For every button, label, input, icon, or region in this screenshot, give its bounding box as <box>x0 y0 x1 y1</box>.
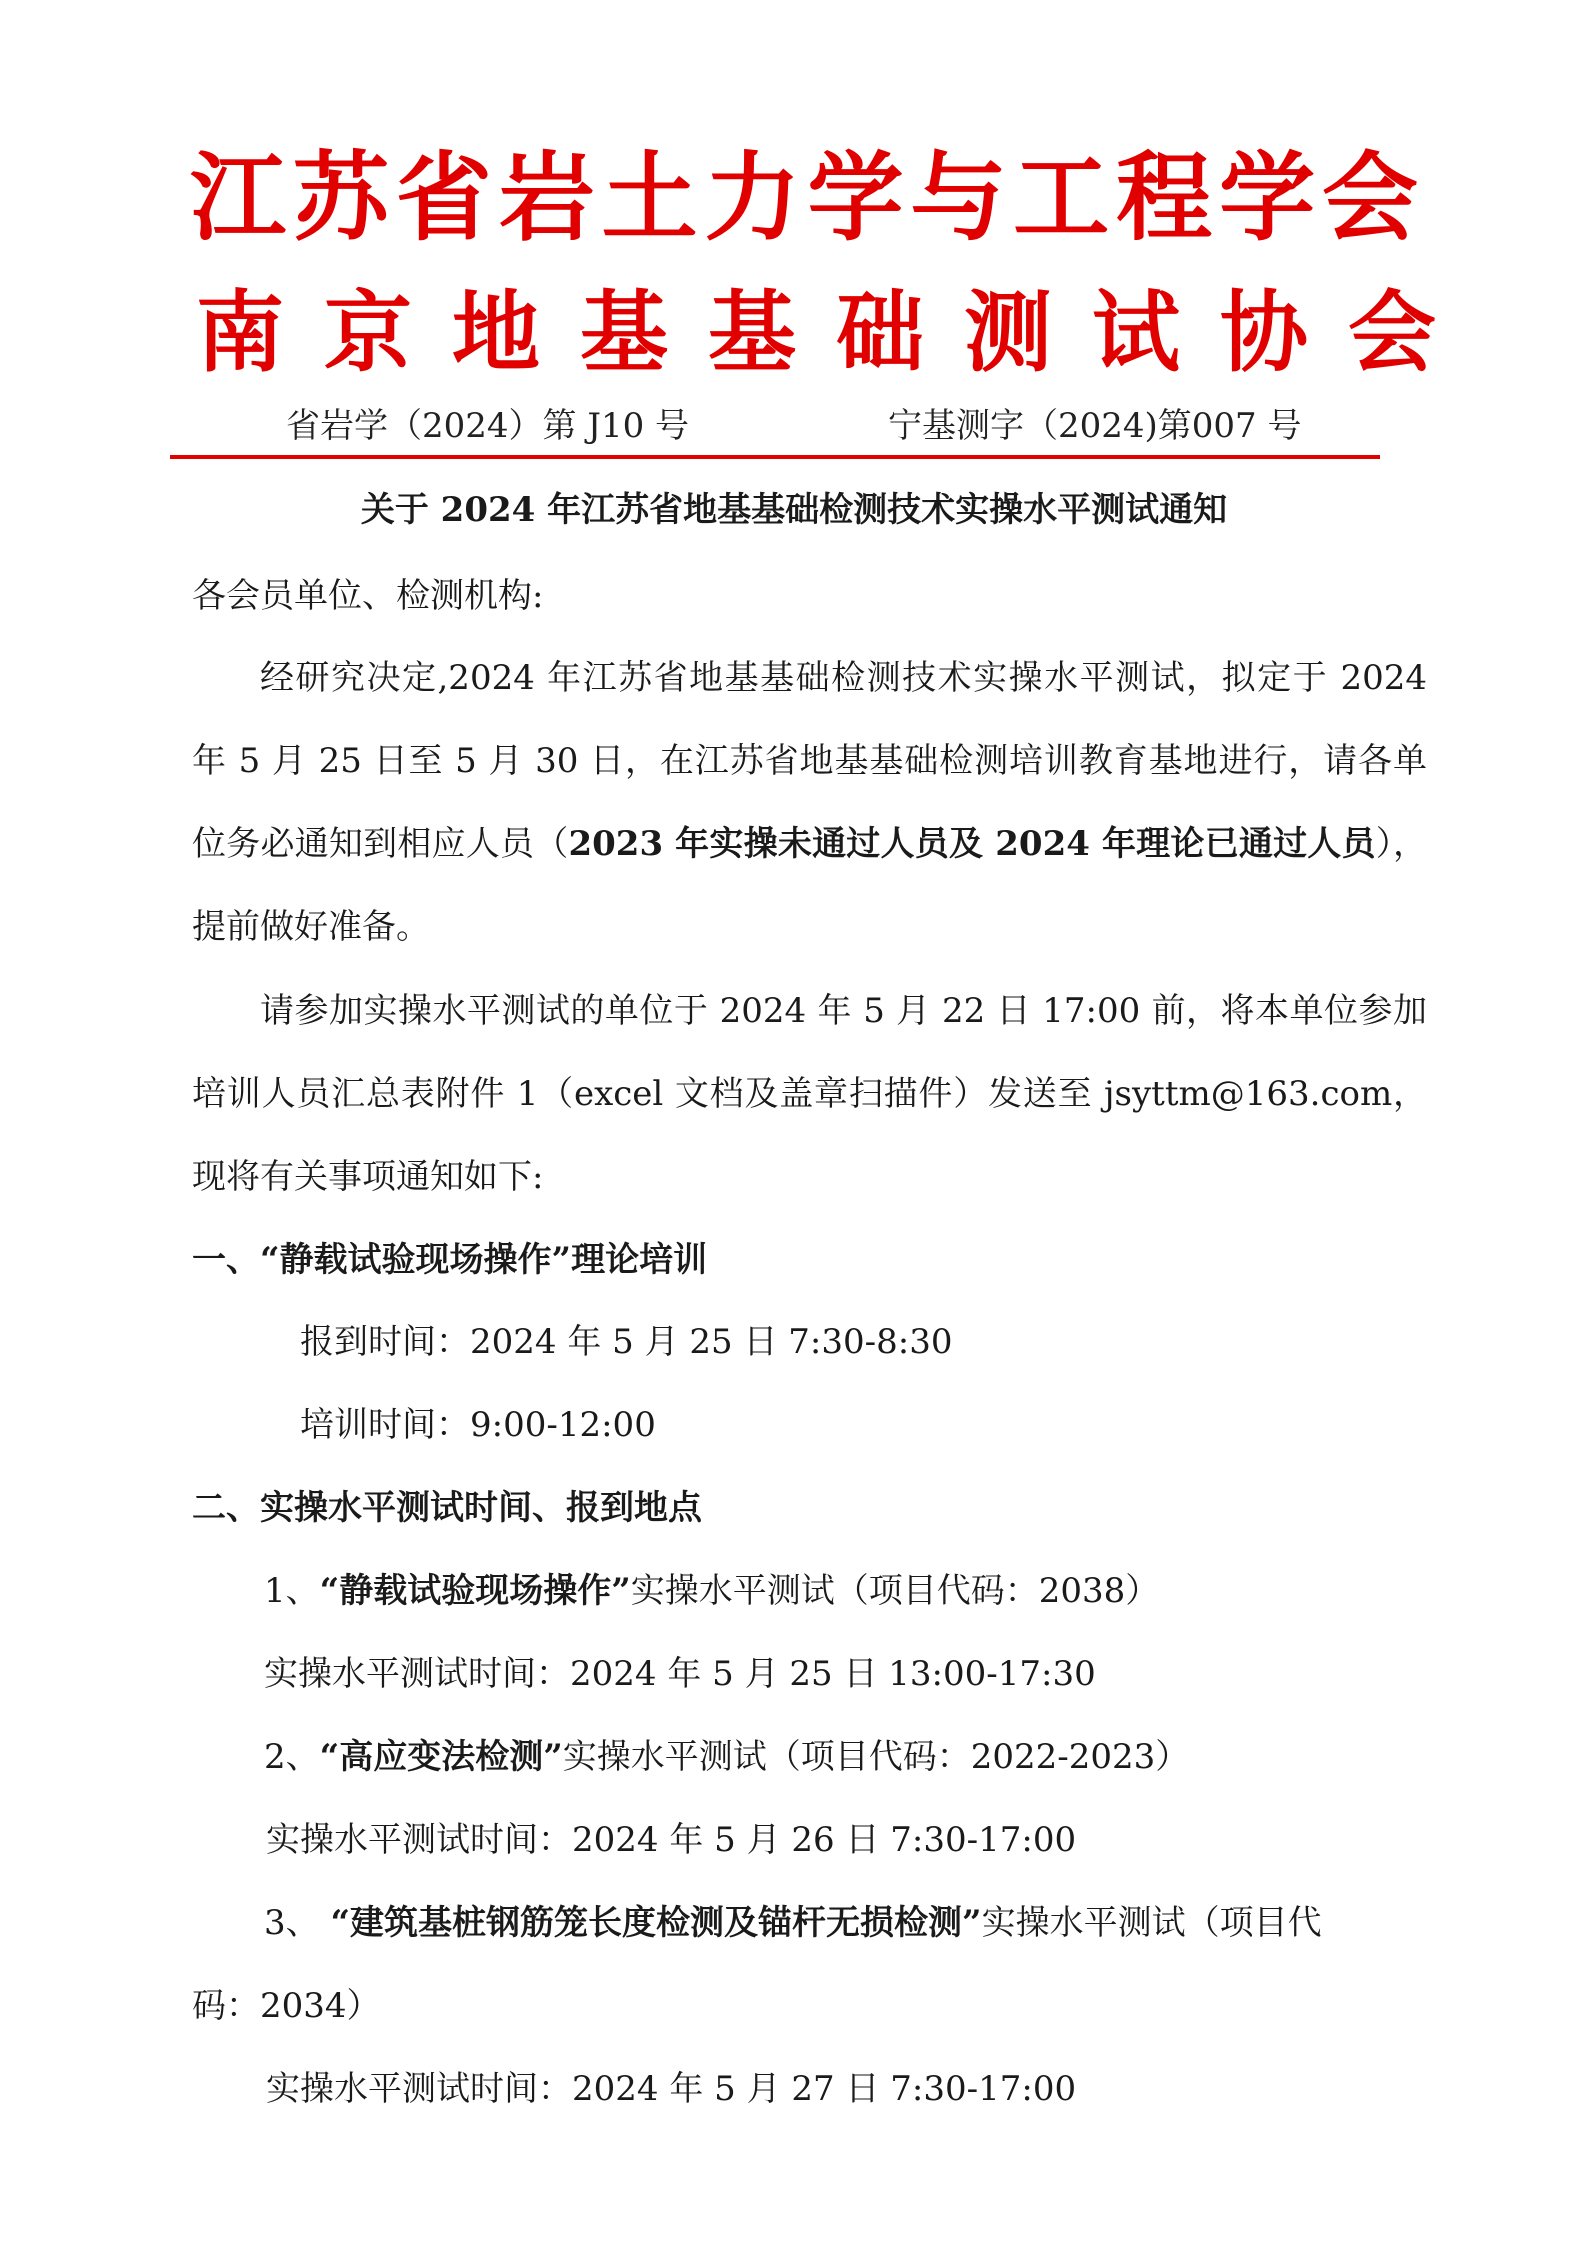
section-1-report-time: 报到时间：2024 年 5 月 25 日 7:30-8:30 <box>300 1322 953 1362</box>
item-3-suffix: 实操水平测试（项目代 <box>981 1903 1322 1943</box>
item-3-prefix: 3、 <box>264 1903 331 1943</box>
item-2-time: 实操水平测试时间：2024 年 5 月 26 日 7:30-17:00 <box>266 1820 1077 1860</box>
item-2-suffix: 实操水平测试（项目代码：2022-2023） <box>562 1737 1190 1777</box>
item-3 <box>264 1895 1322 1951</box>
item-3-time: 实操水平测试时间：2024 年 5 月 27 日 7:30-17:00 <box>266 2069 1077 2109</box>
salutation: 各会员单位、检测机构: <box>192 576 544 616</box>
header-divider <box>170 455 1380 459</box>
notice-title: 关于 2024 年江苏省地基基础检测技术实操水平测试通知 <box>360 490 1228 530</box>
item-2 <box>264 1729 1189 1785</box>
item-1 <box>264 1563 1159 1619</box>
doc-number-right: 宁基测字（2024)第007 号 <box>888 406 1302 446</box>
section-1-train-time: 培训时间：9:00-12:00 <box>300 1405 656 1445</box>
item-1-name: “静载试验现场操作” <box>319 1571 631 1611</box>
paragraph-1-emphasis: 2023 年实操未通过人员及 2024 年理论已通过人员 <box>568 824 1376 864</box>
item-1-prefix: 1、 <box>264 1571 320 1611</box>
item-3-continuation: 码：2034） <box>192 1986 381 2026</box>
item-3-name: “建筑基桩钢筋笼长度检测及锚杆无损检测” <box>330 1903 982 1943</box>
item-2-name: “高应变法检测” <box>319 1737 563 1777</box>
issuer-name-1: 江苏省岩土力学与工程学会 <box>190 141 1420 254</box>
section-1-heading: 一、“静载试验现场操作”理论培训 <box>192 1240 708 1280</box>
item-2-prefix: 2、 <box>264 1737 320 1777</box>
doc-number-left: 省岩学（2024）第 J10 号 <box>286 406 690 446</box>
item-1-time: 实操水平测试时间：2024 年 5 月 25 日 13:00-17:30 <box>264 1654 1096 1694</box>
paragraph-2 <box>192 970 1427 1219</box>
paragraph-1-text: 经研究决定,2024 年江苏省地基基础检测技术实操水平测试，拟定于 2024 年 5 月 25 日至 5 月 30 日，在江苏省地基基础检测培训教育基地进行，请各单位务必通知到相应人员（ <box>192 658 1427 864</box>
item-1-suffix: 实操水平测试（项目代码：2038） <box>630 1571 1160 1611</box>
paragraph-1 <box>192 637 1427 969</box>
issuer-name-2: 南京地基基础测试协会 <box>196 280 1436 384</box>
paragraph-2-text: 请参加实操水平测试的单位于 2024 年 5 月 22 日 17:00 前，将本单位参加培训人员汇总表附件 1（excel 文档及盖章扫描件）发送至 jsyttm@163.com，现将有关事项通知如下: <box>192 991 1427 1197</box>
section-2-heading: 二、实操水平测试时间、报到地点 <box>192 1488 702 1528</box>
paragraph-1-tail: ），提前做好准备。 <box>192 824 1427 947</box>
